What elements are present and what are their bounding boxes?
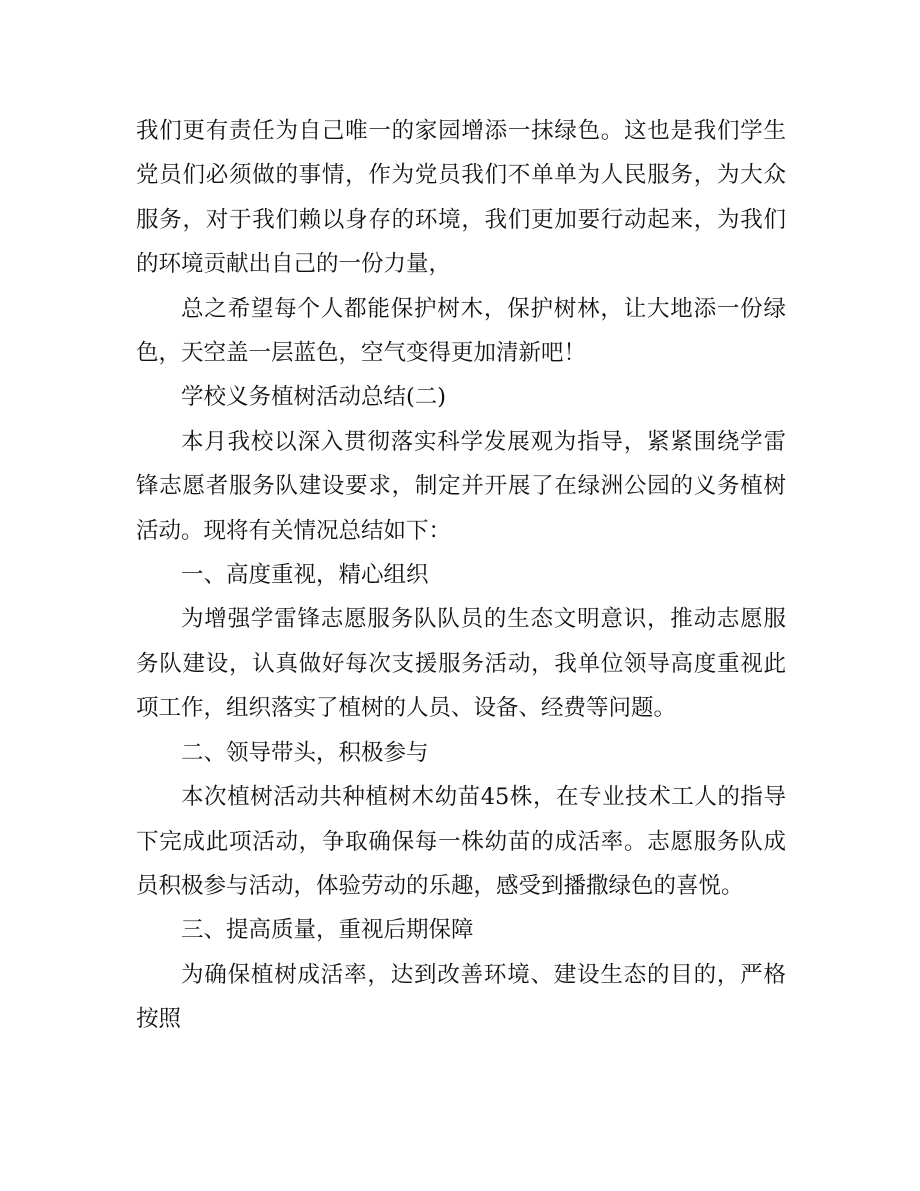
paragraph-conclusion: 总之希望每个人都能保护树木，保护树林，让大地添一份绿色，天空盖一层蓝色，空气变得更加清新吧！ — [136, 295, 786, 367]
document-body — [136, 109, 786, 1042]
heading-3: 三、提高质量，重视后期保障 — [181, 917, 474, 944]
paragraph-2: 本次植树活动共种植树木幼苗45株，在专业技术工人的指导下完成此项活动，争取确保每一株幼苗的成活率。志愿服务队成员积极参与活动，体验劳动的乐趣，感受到播撒绿色的喜悦。 — [136, 784, 786, 899]
paragraph-3: 为确保植树成活率，达到改善环境、建设生态的目的，严格按照 — [136, 961, 786, 1033]
paragraph-intro: 本月我校以深入贯彻落实科学发展观为指导，紧紧围绕学雷锋志愿者服务队建设要求，制定并开展了在绿洲公园的义务植树活动。现将有关情况总结如下： — [136, 428, 786, 544]
paragraph-continuation: 我们更有责任为自己唯一的家园增添一抹绿色。这也是我们学生党员们必须做的事情，作为党员我们不单单为人民服务，为大众服务，对于我们赖以身存的环境，我们更加要行动起来，为我们的环境贡献出自己的一份力量， — [136, 118, 786, 278]
heading-2: 二、领导带头，积极参与 — [181, 739, 429, 766]
section-title: 学校义务植树活动总结(二) — [181, 384, 447, 411]
paragraph-1: 为增强学雷锋志愿服务队队员的生态文明意识，推动志愿服务队建设，认真做好每次支援服务活动，我单位领导高度重视此项工作，组织落实了植树的人员、设备、经费等问题。 — [136, 606, 786, 722]
heading-1: 一、高度重视，精心组织 — [181, 562, 429, 589]
